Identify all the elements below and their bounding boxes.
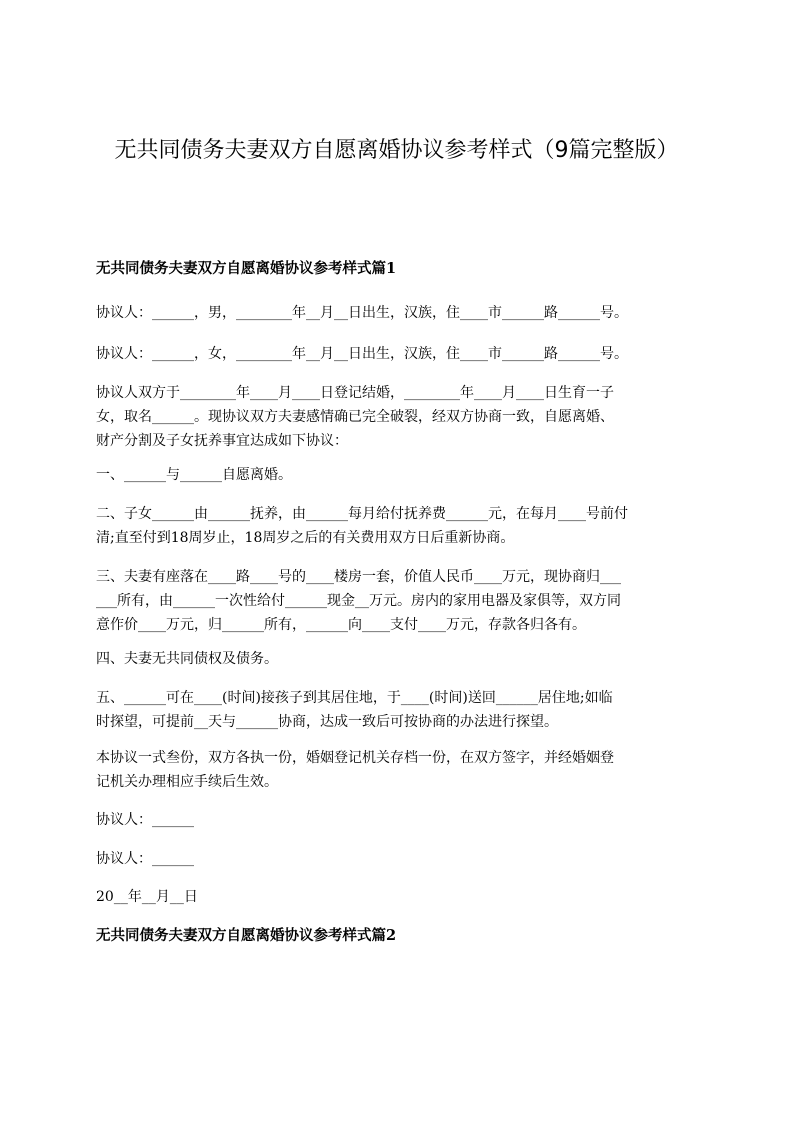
clause1-line: 一、______与______自愿离婚。 (96, 467, 292, 483)
copies-line-2: 记机关办理相应手续后生效。 (96, 774, 278, 790)
party2-line: 协议人：______，女，________年__月__日出生，汉族，住____市______路______号。 (96, 346, 628, 362)
clause4-paragraph (96, 647, 711, 671)
clause3-line-1: 三、夫妻有座落在____路____号的____楼房一套，价值人民币____万元，现协商归___ (96, 569, 621, 585)
date-line: 20__年__月__日 (96, 889, 198, 905)
party2-paragraph (96, 342, 711, 366)
document-title: 无共同债务夫妻双方自愿离婚协议参考样式（9篇完整版） (114, 138, 679, 163)
intro-line-1: 协议人双方于________年____月____日登记结婚，________年____月____日生育一子 (96, 385, 614, 401)
clause3-paragraph (96, 565, 711, 637)
date-paragraph (96, 885, 711, 909)
clause3-line-3: 意作价____万元，归______所有，______向____支付____万元，存款各归各有。 (96, 617, 586, 633)
clause3-line-2: ___所有，由______一次性给付______现金__万元。房内的家用电器及家俱等，双方同 (96, 593, 621, 609)
clause5-paragraph (96, 686, 711, 734)
clause5-line-2: 时探望，可提前__天与______协商，达成一致后可按协商的办法进行探望。 (96, 714, 558, 730)
section2-heading: 无共同债务夫妻双方自愿离婚协议参考样式篇2 (96, 927, 397, 944)
signer2-paragraph (96, 847, 711, 871)
clause2-line-2: 清;直至付到18周岁止，18周岁之后的有关费用双方日后重新协商。 (96, 530, 515, 546)
intro-line-3: 财产分割及子女抚养事宜达成如下协议： (96, 433, 348, 449)
section1-heading: 无共同债务夫妻双方自愿离婚协议参考样式篇1 (96, 260, 397, 277)
intro-line-2: 女，取名______。现协议双方夫妻感情确已完全破裂，经双方协商一致，自愿离婚、 (96, 409, 614, 425)
copies-line-1: 本协议一式叁份，双方各执一份，婚姻登记机关存档一份，在双方签字，并经婚姻登 (96, 750, 614, 766)
signer2-line: 协议人：______ (96, 851, 194, 867)
signer1-paragraph (96, 808, 711, 832)
party1-line: 协议人：______，男，________年__月__日出生，汉族，住____市______路______号。 (96, 305, 628, 321)
clause5-line-1: 五、______可在____(时间)接孩子到其居住地，于____(时间)送回______居住地;如临 (96, 690, 613, 706)
clause4-line: 四、夫妻无共同债权及债务。 (96, 651, 278, 667)
clause2-line-1: 二、子女______由______抚养，由______每月给付抚养费______元，在每月____号前付 (96, 506, 628, 522)
copies-paragraph (96, 746, 711, 794)
clause2-paragraph (96, 502, 711, 550)
signer1-line: 协议人：______ (96, 812, 194, 828)
clause1-paragraph (96, 463, 711, 487)
intro-paragraph (96, 381, 711, 453)
party1-paragraph (96, 301, 711, 325)
